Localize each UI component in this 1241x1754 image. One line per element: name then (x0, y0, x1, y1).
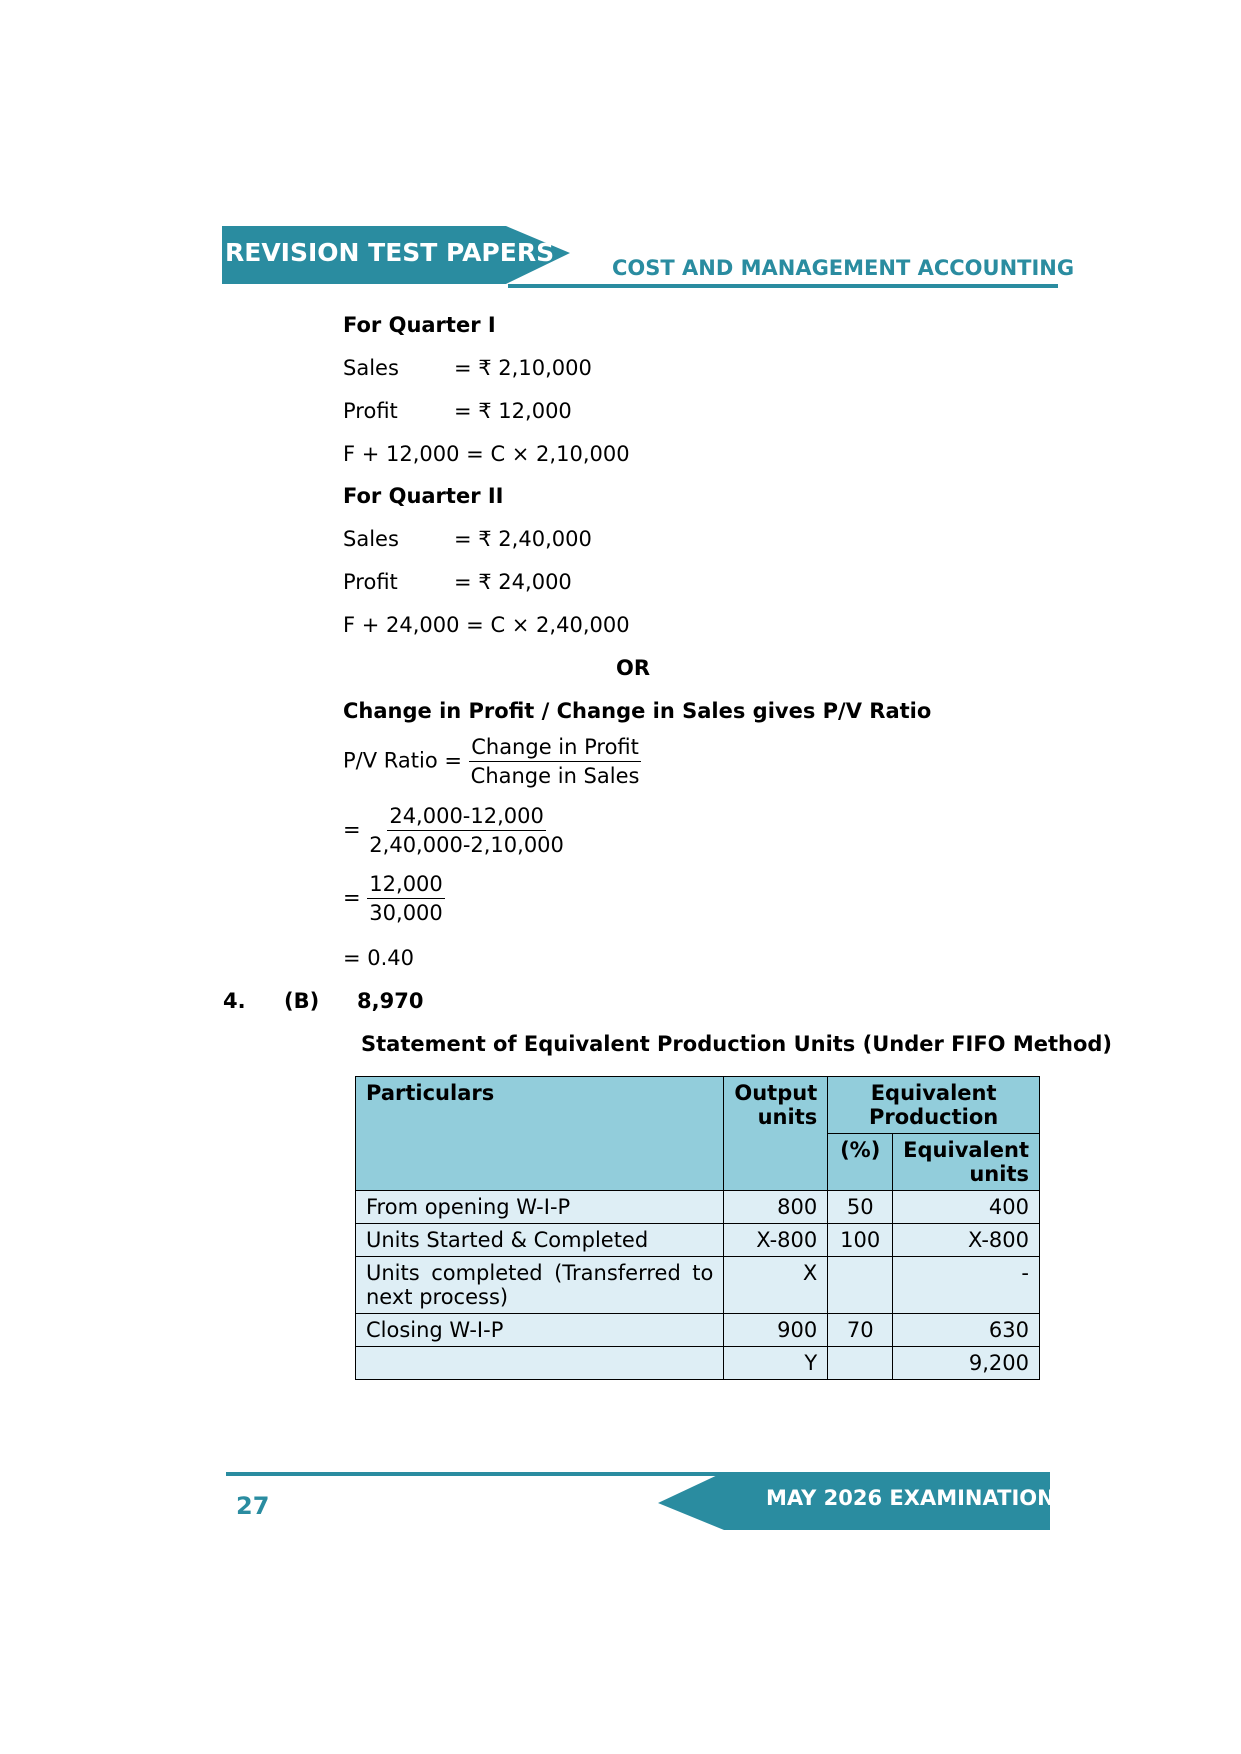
footer-rule (226, 1472, 725, 1476)
table-title: Statement of Equivalent Production Units (Under FIFO Method) (361, 1032, 1113, 1056)
cell-output: Y (724, 1347, 828, 1380)
cell-equivalent-units: - (893, 1257, 1040, 1314)
pv-numerator-2: 24,000-12,000 (387, 804, 546, 831)
cell-equivalent-units: 9,200 (893, 1347, 1040, 1380)
pv-step-3 (343, 872, 445, 925)
quarter2-profit-value: = ₹ 24,000 (454, 570, 572, 594)
quarter1-sales-value: = ₹ 2,10,000 (454, 356, 592, 380)
q4-number: 4. (223, 989, 246, 1013)
col-particulars: Particulars (356, 1077, 724, 1191)
header-subject: COST AND MANAGEMENT ACCOUNTING (612, 256, 1075, 280)
footer-exam: MAY 2026 EXAMINATION (766, 1486, 1055, 1510)
table-row (356, 1314, 1040, 1347)
header-rule (508, 284, 1058, 288)
table-row (356, 1257, 1040, 1314)
pv-heading: Change in Profit / Change in Sales gives P/V Ratio (343, 699, 932, 723)
quarter2-equation: F + 24,000 = C × 2,40,000 (343, 613, 630, 637)
pv-numerator-1: Change in Profit (469, 735, 641, 762)
pv-fraction-1 (469, 735, 642, 788)
col-output-units: Output units (724, 1077, 828, 1191)
cell-output: 800 (724, 1191, 828, 1224)
quarter1-heading: For Quarter I (343, 313, 496, 337)
pv-fraction-3 (367, 872, 444, 925)
cell-percent: 100 (828, 1224, 893, 1257)
table-row-total (356, 1347, 1040, 1380)
pv-label: P/V Ratio = (343, 748, 462, 773)
q4-option: (B) (284, 989, 320, 1013)
pv-equals-3: = (343, 885, 361, 910)
pv-formula (343, 735, 641, 788)
quarter2-profit-label: Profit (343, 570, 398, 594)
col-equivalent-units: Equivalent units (893, 1134, 1040, 1191)
cell-output: X (724, 1257, 828, 1314)
col-percent: (%) (828, 1134, 893, 1191)
quarter2-heading: For Quarter II (343, 484, 504, 508)
pv-fraction-2 (367, 804, 566, 857)
pv-numerator-3: 12,000 (367, 872, 444, 899)
pv-denominator-2: 2,40,000-2,10,000 (369, 833, 564, 857)
page-number: 27 (236, 1492, 270, 1520)
header-title: REVISION TEST PAPERS (225, 238, 555, 267)
pv-result: = 0.40 (343, 946, 415, 970)
quarter1-equation: F + 12,000 = C × 2,10,000 (343, 442, 630, 466)
cell-percent (828, 1257, 893, 1314)
cell-percent (828, 1347, 893, 1380)
quarter1-sales-label: Sales (343, 356, 399, 380)
cell-percent: 70 (828, 1314, 893, 1347)
table-header-row (356, 1077, 1040, 1134)
cell-equivalent-units: 630 (893, 1314, 1040, 1347)
pv-step-2 (343, 804, 566, 857)
cell-equivalent-units: 400 (893, 1191, 1040, 1224)
pv-equals-2: = (343, 817, 361, 842)
cell-percent: 50 (828, 1191, 893, 1224)
cell-particulars: From opening W-I-P (356, 1191, 724, 1224)
cell-output: X-800 (724, 1224, 828, 1257)
q4-answer: 8,970 (357, 989, 424, 1013)
cell-particulars (356, 1347, 724, 1380)
equivalent-production-table (355, 1076, 1040, 1380)
cell-equivalent-units: X-800 (893, 1224, 1040, 1257)
table-row (356, 1224, 1040, 1257)
cell-particulars: Closing W-I-P (356, 1314, 724, 1347)
quarter2-sales-value: = ₹ 2,40,000 (454, 527, 592, 551)
col-equivalent-production: Equivalent Production (828, 1077, 1040, 1134)
pv-denominator-1: Change in Sales (470, 764, 640, 788)
quarter1-profit-value: = ₹ 12,000 (454, 399, 572, 423)
quarter2-sales-label: Sales (343, 527, 399, 551)
pv-denominator-3: 30,000 (369, 901, 443, 925)
cell-output: 900 (724, 1314, 828, 1347)
table-row (356, 1191, 1040, 1224)
cell-particulars: Units Started & Completed (356, 1224, 724, 1257)
cell-particulars: Units completed (Transferred to next process) (356, 1257, 724, 1314)
or-separator: OR (616, 656, 651, 680)
quarter1-profit-label: Profit (343, 399, 398, 423)
